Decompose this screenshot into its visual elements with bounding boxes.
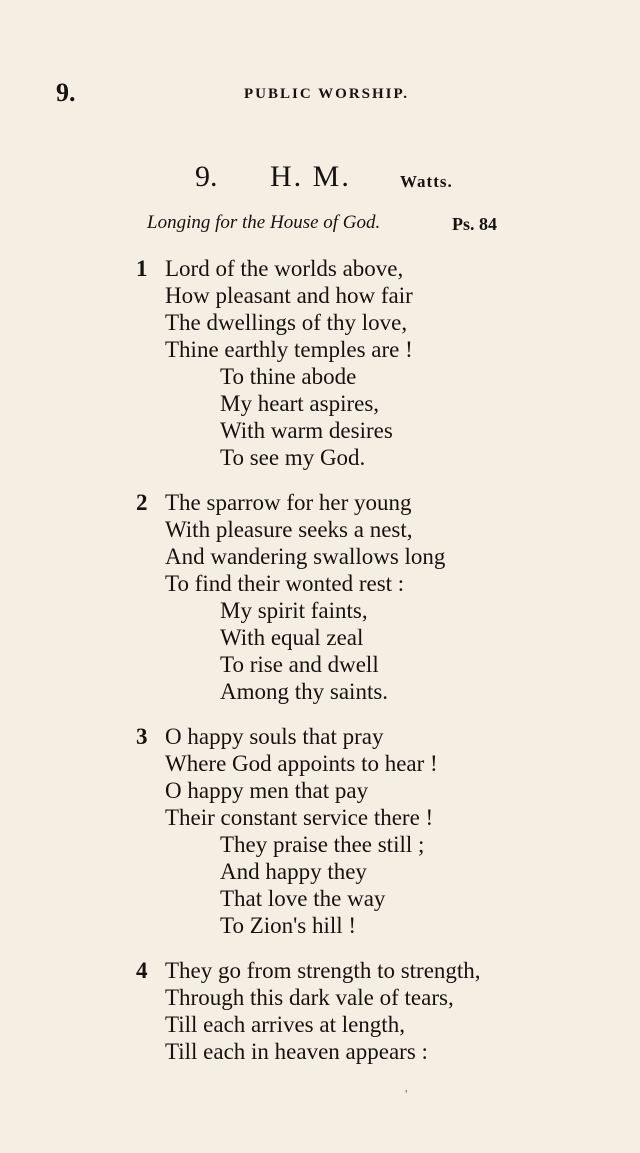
running-title: PUBLIC WORSHIP. <box>244 86 410 102</box>
stanza-number: 4 <box>136 958 148 983</box>
verse-line: To rise and dwell <box>220 652 379 677</box>
verse-line: Thine earthly temples are ! <box>165 337 413 362</box>
verse-line: How pleasant and how fair <box>165 283 413 308</box>
hymn-heading <box>0 160 640 200</box>
verse-line: They go from strength to strength, <box>165 958 481 983</box>
verse-line: To see my God. <box>220 445 366 470</box>
footer-mark: ' <box>405 1088 408 1103</box>
verse-line: My heart aspires, <box>220 391 380 416</box>
verse-line: O happy men that pay <box>165 778 369 803</box>
verse-line: The sparrow for her young <box>165 490 412 515</box>
verse-line: With equal zeal <box>220 625 364 650</box>
stanza-number: 3 <box>136 724 148 749</box>
verse-line: With pleasure seeks a nest, <box>165 517 413 542</box>
hymn-number: 9. <box>195 160 218 193</box>
verse-line: With warm desires <box>220 418 393 443</box>
verse-line: And happy they <box>220 859 367 884</box>
page-number: 9. <box>56 78 76 107</box>
verse-line: Their constant service there ! <box>165 805 434 830</box>
verse-line: My spirit faints, <box>220 598 368 623</box>
verse-line: To find their wonted rest : <box>165 571 405 596</box>
verse-line: And wandering swallows long <box>165 544 446 569</box>
verse-line: Till each arrives at length, <box>165 1012 405 1037</box>
stanza-number: 1 <box>136 256 148 281</box>
stanza-number: 2 <box>136 490 148 515</box>
verse-line: They praise thee still ; <box>220 832 425 857</box>
verse-line: Among thy saints. <box>220 679 389 704</box>
verse-line: To Zion's hill ! <box>220 913 357 938</box>
hymn-meter: H. M. <box>270 160 351 193</box>
verse-line: Where God appoints to hear ! <box>165 751 438 776</box>
verse-line: Till each in heaven appears : <box>165 1039 428 1064</box>
hymn-subtitle: Longing for the House of God. <box>147 212 381 233</box>
psalm-reference: Ps. 84 <box>452 214 497 234</box>
verse-line: Through this dark vale of tears, <box>165 985 454 1010</box>
verse-line: To thine abode <box>220 364 357 389</box>
verse-line: O happy souls that pray <box>165 724 384 749</box>
verse-line: Lord of the worlds above, <box>165 256 404 281</box>
verse-line: The dwellings of thy love, <box>165 310 408 335</box>
hymn-author: Watts. <box>400 172 453 191</box>
verse-line: That love the way <box>220 886 386 911</box>
